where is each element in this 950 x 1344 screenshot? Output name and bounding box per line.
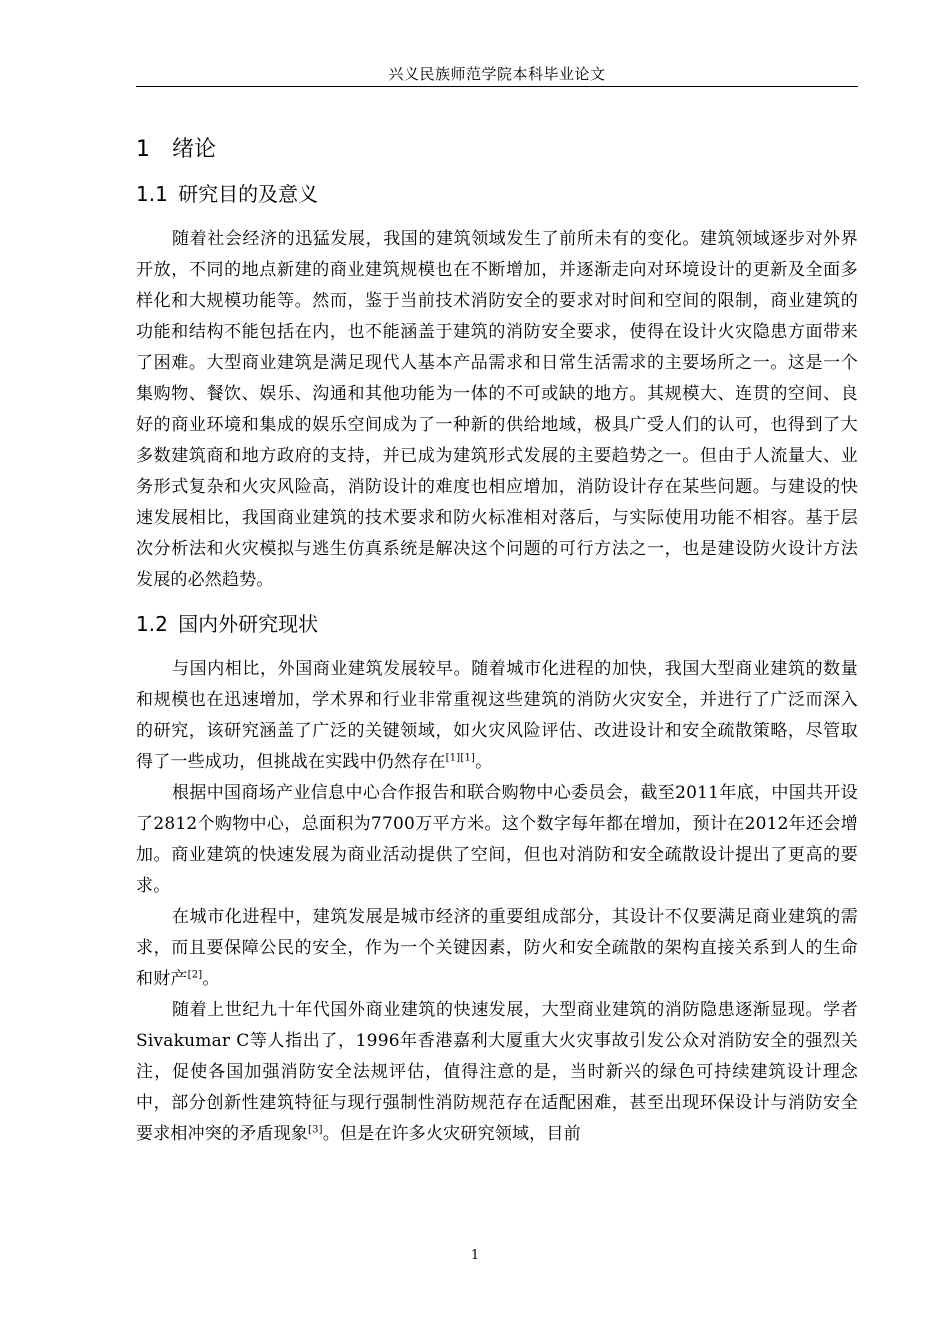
paragraph-text: 。 <box>475 752 493 772</box>
chapter-title <box>136 128 858 172</box>
page-number: 1 <box>470 1248 480 1263</box>
section-title-1-1 <box>136 174 858 214</box>
paragraph-text: 。但是在许多火灾研究领域，目前 <box>322 1124 581 1144</box>
paragraph <box>136 902 858 995</box>
paragraph-text: 在城市化进程中，建筑发展是城市经济的重要组成部分，其设计不仅要满足商业建筑的需求，而且要保障公民的安全，作为一个关键因素，防火和安全疏散的架构直接关系到人的生命和财产 <box>136 907 858 989</box>
citation-ref[interactable]: [3] <box>308 1124 323 1136</box>
chapter-number: 1 <box>136 137 150 162</box>
chapter-title-text: 绪论 <box>172 137 217 162</box>
section-number: 1.1 <box>136 182 168 206</box>
section-title-text: 国内外研究现状 <box>178 612 319 636</box>
paragraph-text: 。 <box>202 969 220 989</box>
paragraph-text: 与国内相比，外国商业建筑发展较早。随着城市化进程的加快，我国大型商业建筑的数量和规模也在迅速增加，学术界和行业非常重视这些建筑的消防火灾安全，并进行了广泛而深入的研究，该研究涵盖了广泛的关键领域，如火灾风险评估、改进设计和安全疏散策略，尽管取得了一些成功，但挑战在实践中仍然存在 <box>136 659 858 772</box>
citation-ref[interactable]: [2] <box>187 969 203 981</box>
paragraph <box>136 995 858 1150</box>
header-rule <box>136 86 858 87</box>
paragraph-text: 随着上世纪九十年代国外商业建筑的快速发展，大型商业建筑的消防隐患逐渐显现。学者Sivakumar C等人指出了，1996年香港嘉利大厦重大火灾事故引发公众对消防安全的强烈关注，促使各国加强消防安全法规评估，值得注意的是，当时新兴的绿色可持续建筑设计理念中，部分创新性建筑特征与现行强制性消防规范存在适配困难，甚至出现环保设计与消防安全要求相冲突的矛盾现象 <box>136 1000 858 1144</box>
section-title-1-2 <box>136 604 858 644</box>
paragraph: 根据中国商场产业信息中心合作报告和联合购物中心委员会，截至2011年底，中国共开设了2812个购物中心，总面积为7700万平方米。这个数字每年都在增加，预计在2012年还会增加。商业建筑的快速发展为商业活动提供了空间，但也对消防和安全疏散设计提出了更高的要求。 <box>136 783 858 896</box>
running-header: 兴义民族师范学院本科毕业论文 <box>388 65 606 83</box>
paragraph: 随着社会经济的迅猛发展，我国的建筑领域发生了前所未有的变化。建筑领域逐步对外界开放，不同的地点新建的商业建筑规模也在不断增加，并逐渐走向对环境设计的更新及全面多样化和大规模功能等。然而，鉴于当前技术消防安全的要求对时间和空间的限制，商业建筑的功能和结构不能包括在内，也不能涵盖于建筑的消防安全要求，使得在设计火灾隐患方面带来了困难。大型商业建筑是满足现代人基本产品需求和日常生活需求的主要场所之一。这是一个集购物、餐饮、娱乐、沟通和其他功能为一体的不可或缺的地方。其规模大、连贯的空间、良好的商业环境和集成的娱乐空间成为了一种新的供给地域，极具广受人们的认可，也得到了大多数建筑商和地方政府的支持，并已成为建筑形式发展的主要趋势之一。但由于人流量大、业务形式复杂和火灾风险高，消防设计的难度也相应增加，消防设计存在某些问题。与建设的快速发展相比，我国商业建筑的技术要求和防火标准相对落后，与实际使用功能不相容。基于层次分析法和火灾模拟与逃生仿真系统是解决这个问题的可行方法之一，也是建设防火设计方法发展的必然趋势。 <box>136 229 858 590</box>
paragraph <box>136 654 858 778</box>
section-number: 1.2 <box>136 612 168 636</box>
page-content <box>136 128 858 1150</box>
citation-ref[interactable]: [1][1] <box>445 752 476 764</box>
section-title-text: 研究目的及意义 <box>178 182 319 206</box>
